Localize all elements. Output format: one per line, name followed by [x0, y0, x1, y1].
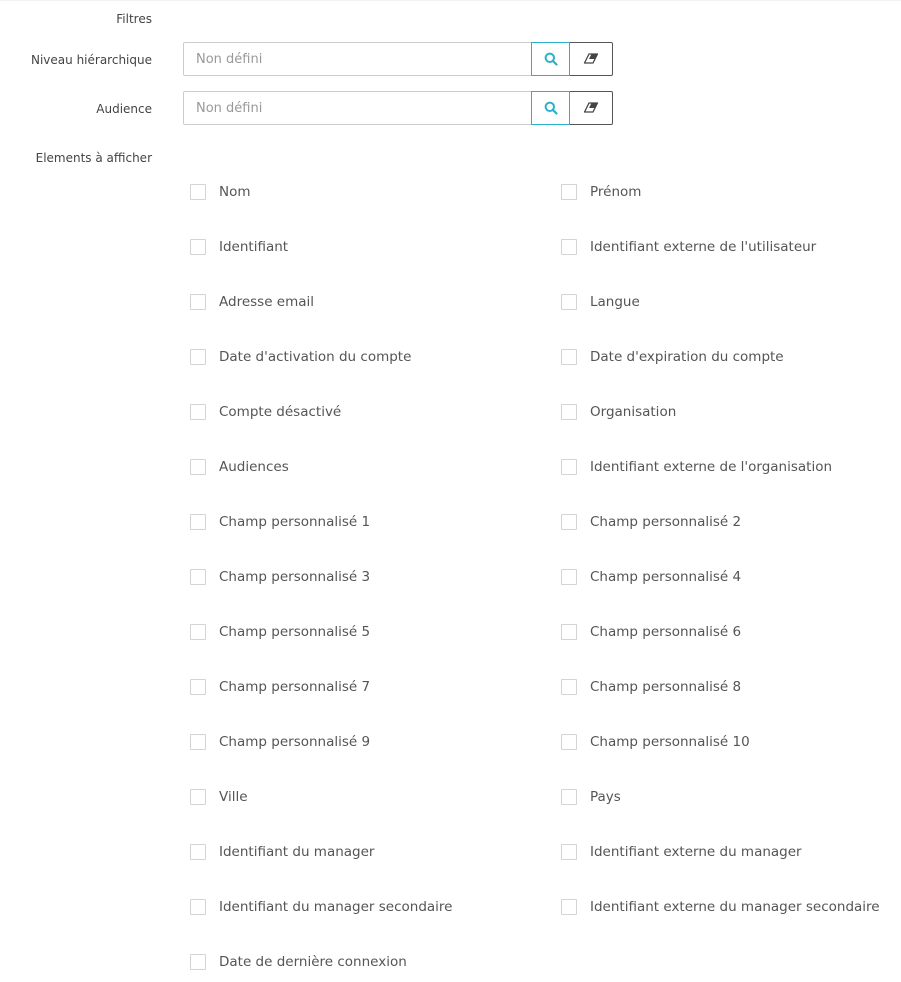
checkbox[interactable]: [190, 569, 206, 585]
option-champ-7[interactable]: [190, 678, 370, 696]
option-audiences[interactable]: [190, 458, 289, 476]
option-champ-8[interactable]: [561, 678, 741, 696]
checkbox[interactable]: [190, 844, 206, 860]
option-label: Identifiant: [219, 239, 289, 255]
option-date-derniere-connexion[interactable]: [190, 953, 407, 971]
checkbox[interactable]: [190, 899, 206, 915]
option-identifiant-externe-organisation[interactable]: [561, 458, 832, 476]
checkbox[interactable]: [561, 569, 577, 585]
checkbox[interactable]: [190, 789, 206, 805]
hierarchy-search-button[interactable]: [531, 42, 570, 76]
elements-label: Elements à afficher: [35, 151, 152, 165]
option-label: Langue: [590, 294, 640, 310]
checkbox[interactable]: [561, 294, 577, 310]
option-champ-3[interactable]: [190, 568, 370, 586]
checkbox[interactable]: [190, 954, 206, 970]
checkbox[interactable]: [561, 184, 577, 200]
option-date-activation[interactable]: [190, 348, 411, 366]
option-identifiant-manager[interactable]: [190, 843, 374, 861]
option-label: Champ personnalisé 2: [590, 514, 742, 530]
checkbox[interactable]: [190, 624, 206, 640]
audience-input[interactable]: [183, 91, 531, 125]
option-ville[interactable]: [190, 788, 248, 806]
option-nom[interactable]: [190, 183, 251, 201]
option-langue[interactable]: [561, 293, 640, 311]
top-divider: [0, 0, 901, 1]
option-label: Champ personnalisé 7: [219, 679, 371, 695]
option-organisation[interactable]: [561, 403, 676, 421]
checkbox[interactable]: [561, 239, 577, 255]
checkbox[interactable]: [190, 349, 206, 365]
checkbox[interactable]: [561, 899, 577, 915]
option-champ-10[interactable]: [561, 733, 750, 751]
option-identifiant-externe-utilisateur[interactable]: [561, 238, 816, 256]
checkbox[interactable]: [190, 239, 206, 255]
checkbox[interactable]: [561, 349, 577, 365]
option-identifiant-externe-manager-secondaire[interactable]: [561, 898, 880, 916]
option-identifiant-manager-secondaire[interactable]: [190, 898, 453, 916]
audience-search-button[interactable]: [531, 91, 570, 125]
checkbox[interactable]: [561, 404, 577, 420]
eraser-icon: [583, 102, 599, 114]
checkbox[interactable]: [561, 844, 577, 860]
option-champ-2[interactable]: [561, 513, 741, 531]
hierarchy-input[interactable]: [183, 42, 531, 76]
checkbox[interactable]: [561, 514, 577, 530]
checkbox[interactable]: [561, 459, 577, 475]
checkbox[interactable]: [190, 734, 206, 750]
option-label: Champ personnalisé 4: [590, 569, 742, 585]
option-prenom[interactable]: [561, 183, 641, 201]
option-label: Champ personnalisé 6: [590, 624, 742, 640]
hierarchy-field: [183, 42, 613, 76]
option-label: Champ personnalisé 8: [590, 679, 742, 695]
checkbox[interactable]: [190, 184, 206, 200]
filters-section-label: Filtres: [116, 12, 152, 26]
option-champ-4[interactable]: [561, 568, 741, 586]
checkbox[interactable]: [190, 459, 206, 475]
option-champ-5[interactable]: [190, 623, 370, 641]
option-champ-6[interactable]: [561, 623, 741, 641]
option-identifiant[interactable]: [190, 238, 288, 256]
option-label: Identifiant externe de l'organisation: [590, 459, 833, 475]
option-label: Prénom: [590, 184, 642, 200]
option-adresse-email[interactable]: [190, 293, 314, 311]
hierarchy-label: Niveau hiérarchique: [31, 53, 152, 67]
option-pays[interactable]: [561, 788, 621, 806]
checkbox[interactable]: [190, 679, 206, 695]
option-label: Nom: [219, 184, 251, 200]
option-label: Date d'expiration du compte: [590, 349, 784, 365]
checkbox[interactable]: [190, 294, 206, 310]
checkbox[interactable]: [561, 624, 577, 640]
option-champ-1[interactable]: [190, 513, 370, 531]
option-label: Champ personnalisé 3: [219, 569, 371, 585]
option-label: Champ personnalisé 1: [219, 514, 371, 530]
option-label: Adresse email: [219, 294, 315, 310]
option-label: Identifiant externe de l'utilisateur: [590, 239, 817, 255]
audience-field: [183, 91, 613, 125]
checkbox[interactable]: [561, 789, 577, 805]
audience-label: Audience: [96, 102, 152, 116]
option-compte-desactive[interactable]: [190, 403, 341, 421]
checkbox[interactable]: [561, 734, 577, 750]
option-label: Champ personnalisé 10: [590, 734, 750, 750]
checkbox[interactable]: [190, 514, 206, 530]
option-label: Identifiant externe du manager: [590, 844, 802, 860]
hierarchy-clear-button[interactable]: [570, 42, 613, 76]
option-label: Champ personnalisé 9: [219, 734, 371, 750]
audience-clear-button[interactable]: [570, 91, 613, 125]
option-label: Date de dernière connexion: [219, 954, 407, 970]
search-icon: [544, 101, 558, 115]
option-label: Champ personnalisé 5: [219, 624, 371, 640]
option-label: Date d'activation du compte: [219, 349, 412, 365]
option-label: Identifiant externe du manager secondaire: [590, 899, 880, 915]
option-label: Ville: [219, 789, 248, 805]
option-label: Audiences: [219, 459, 289, 475]
option-identifiant-externe-manager[interactable]: [561, 843, 802, 861]
option-label: Pays: [590, 789, 621, 805]
option-label: Identifiant du manager: [219, 844, 375, 860]
checkbox[interactable]: [561, 679, 577, 695]
checkbox[interactable]: [190, 404, 206, 420]
option-label: Identifiant du manager secondaire: [219, 899, 453, 915]
option-label: Organisation: [590, 404, 677, 420]
option-champ-9[interactable]: [190, 733, 370, 751]
option-label: Compte désactivé: [219, 404, 342, 420]
search-icon: [544, 52, 558, 66]
option-date-expiration[interactable]: [561, 348, 784, 366]
eraser-icon: [583, 53, 599, 65]
